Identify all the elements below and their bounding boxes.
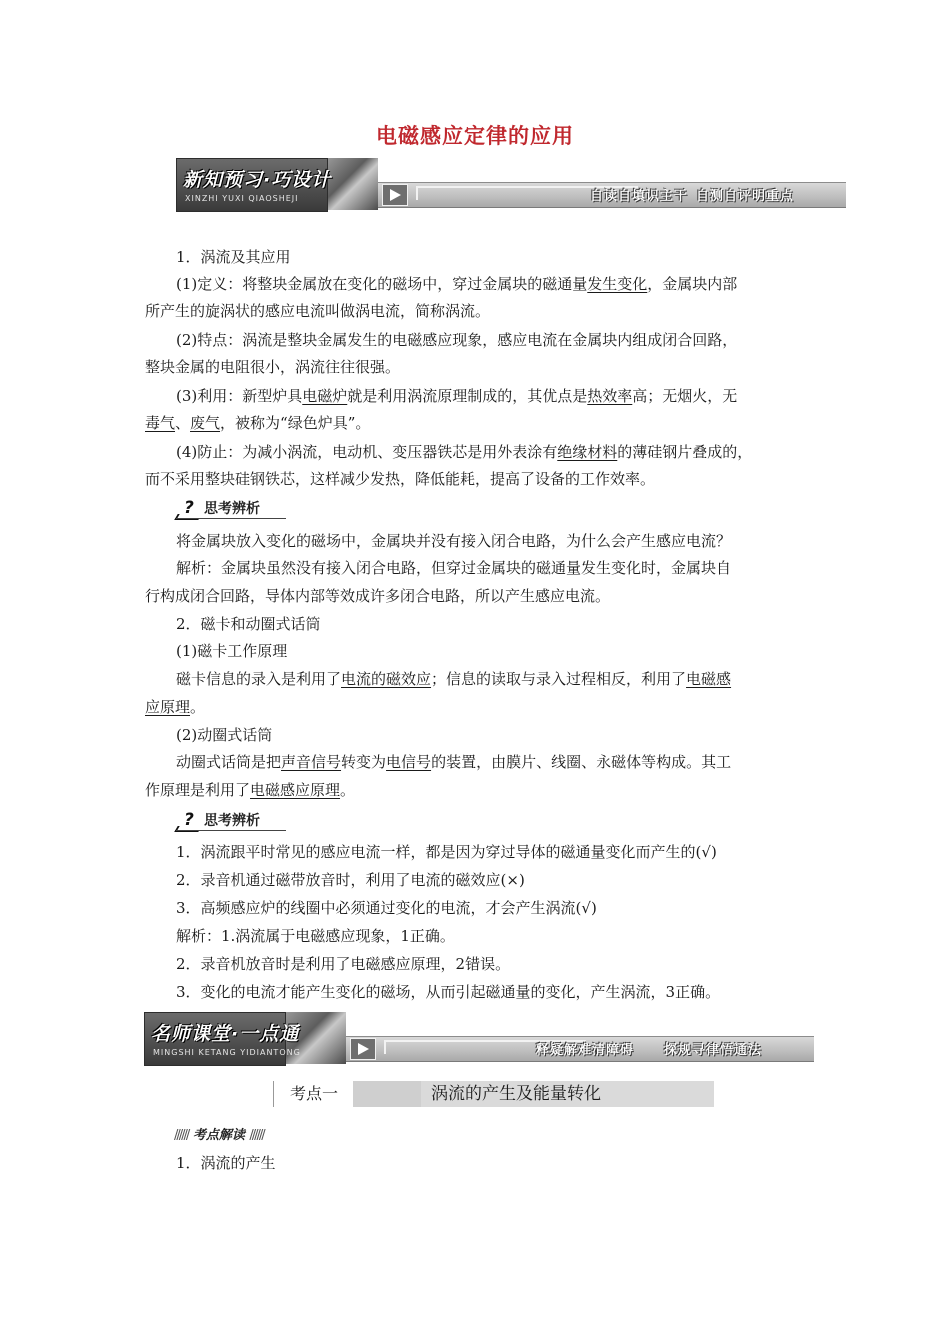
answer-underline: 电磁感 bbox=[686, 670, 732, 688]
paragraph-usage-cont: 毒气、废气，被称为“绿色炉具”。 bbox=[145, 414, 371, 432]
subsection-heading: (1)磁卡工作原理 bbox=[176, 642, 288, 660]
question-mark-icon bbox=[176, 812, 204, 830]
banner-slogan-2: 探规寻律悟通法 bbox=[664, 1043, 763, 1058]
paragraph-prevention-cont: 而不采用整块硅钢铁芯，这样减少发热，降低能耗，提高了设备的工作效率。 bbox=[145, 470, 656, 488]
paragraph-usage: (3)利用：新型炉具电磁炉就是利用涡流原理制成的，其优点是热效率高；无烟火，无 bbox=[176, 387, 738, 405]
banner-badge-subtitle: XINZHI YUXI QIAOSHEJI bbox=[185, 194, 299, 203]
paragraph-microphone-cont: 作原理是利用了电磁感应原理。 bbox=[145, 781, 356, 799]
subsection-heading: (2)动圈式话筒 bbox=[176, 726, 273, 744]
answer-underline: 废气 bbox=[190, 414, 221, 432]
banner-badge-subtitle: MINGSHI KETANG YIDIANTONG bbox=[153, 1048, 301, 1057]
paragraph-feature: (2)特点：涡流是整块金属发生的电磁感应现象，感应电流在金属块内组成闭合回路， bbox=[176, 331, 738, 349]
play-arrow-icon bbox=[382, 184, 408, 206]
paragraph-magcard-cont: 应原理。 bbox=[145, 698, 206, 716]
paragraph-definition: (1)定义：将整块金属放在变化的磁场中，穿过金属块的磁通量发生变化，金属块内部 bbox=[176, 275, 738, 293]
banner-slogan-1: 自读自填识主干 bbox=[590, 189, 689, 204]
answer-underline: 电信号 bbox=[386, 753, 432, 771]
section-heading: 1．涡流的产生 bbox=[176, 1154, 276, 1172]
answer-underline: 毒气 bbox=[145, 414, 176, 432]
banner-badge-title: 名师课堂·一点通 bbox=[151, 1023, 300, 1045]
paragraph-microphone: 动圈式话筒是把声音信号转变为电信号的装置，由膜片、线圈、永磁体等构成。其工 bbox=[176, 753, 732, 771]
hatch-decoration: ////// bbox=[174, 1128, 189, 1143]
think-answer: 解析：金属块虽然没有接入闭合电路，但穿过金属块的磁通量发生变化时，金属块自 bbox=[176, 559, 732, 577]
judgement-item-3: 3．高频感应炉的线圈中必须通过变化的电流，才会产生涡流(√) bbox=[176, 899, 597, 917]
paragraph-prevention: (4)防止：为减小涡流，电动机、变压器铁芯是用外表涂有绝缘材料的薄硅钢片叠成的， bbox=[176, 443, 753, 461]
play-arrow-icon bbox=[350, 1038, 376, 1060]
think-label: ?思考辨析 bbox=[176, 810, 260, 830]
judgement-answer-1: 解析：1.涡流属于电磁感应现象，1正确。 bbox=[176, 927, 455, 945]
banner-badge-title: 新知预习·巧设计 bbox=[183, 169, 332, 191]
answer-underline: 绝缘材料 bbox=[557, 443, 618, 461]
key-point-interpretation-label: ////// 考点解读 ////// bbox=[174, 1128, 264, 1143]
answer-underline: 发生变化 bbox=[587, 275, 648, 293]
answer-underline: 声音信号 bbox=[281, 753, 342, 771]
judgement-answer-3: 3．变化的电流才能产生变化的磁场，从而引起磁通量的变化，产生涡流，3正确。 bbox=[176, 983, 721, 1001]
section-heading: 1．涡流及其应用 bbox=[176, 248, 291, 266]
banner-slogan-2: 自测自评明重点 bbox=[696, 189, 795, 204]
answer-underline: 电流的磁效应 bbox=[341, 670, 432, 688]
section-banner-preview bbox=[176, 158, 846, 214]
banner-badge bbox=[176, 158, 332, 212]
question-mark-icon bbox=[176, 500, 204, 518]
section-heading: 2．磁卡和动圈式话筒 bbox=[176, 615, 321, 633]
key-point-title: 涡流的产生及能量转化 bbox=[431, 1084, 601, 1104]
paragraph-feature-cont: 整块金属的电阻很小，涡流往往很强。 bbox=[145, 358, 401, 376]
banner-badge bbox=[144, 1012, 301, 1066]
paragraph-magcard: 磁卡信息的录入是利用了电流的磁效应；信息的读取与录入过程相反，利用了电磁感 bbox=[176, 670, 732, 688]
banner-slogan-1: 释疑解难清障碍 bbox=[536, 1043, 635, 1058]
answer-underline: 应原理 bbox=[145, 698, 191, 716]
page-title: 电磁感应定律的应用 bbox=[376, 124, 574, 148]
banner-photo bbox=[326, 158, 378, 210]
answer-underline: 电磁感应原理 bbox=[250, 781, 341, 799]
paragraph-definition-cont: 所产生的旋涡状的感应电流叫做涡电流，简称涡流。 bbox=[145, 302, 491, 320]
key-point-bar bbox=[273, 1081, 714, 1107]
judgement-answer-2: 2．录音机放音时是利用了电磁感应原理，2错误。 bbox=[176, 955, 511, 973]
think-question: 将金属块放入变化的磁场中，金属块并没有接入闭合电路，为什么会产生感应电流？ bbox=[176, 532, 732, 550]
key-point-tag: 考点一 bbox=[273, 1081, 354, 1107]
answer-underline: 热效率 bbox=[587, 387, 633, 405]
think-label: ?思考辨析 bbox=[176, 498, 260, 518]
hatch-decoration: ////// bbox=[249, 1128, 264, 1143]
section-banner-classroom bbox=[144, 1012, 814, 1068]
think-answer-cont: 行构成闭合回路，导体内部等效成许多闭合电路，所以产生感应电流。 bbox=[145, 587, 611, 605]
judgement-item-1: 1．涡流跟平时常见的感应电流一样，都是因为穿过导体的磁通量变化而产生的(√) bbox=[176, 843, 717, 861]
answer-underline: 电磁炉 bbox=[302, 387, 348, 405]
judgement-item-2: 2．录音机通过磁带放音时，利用了电流的磁效应(×) bbox=[176, 871, 525, 889]
